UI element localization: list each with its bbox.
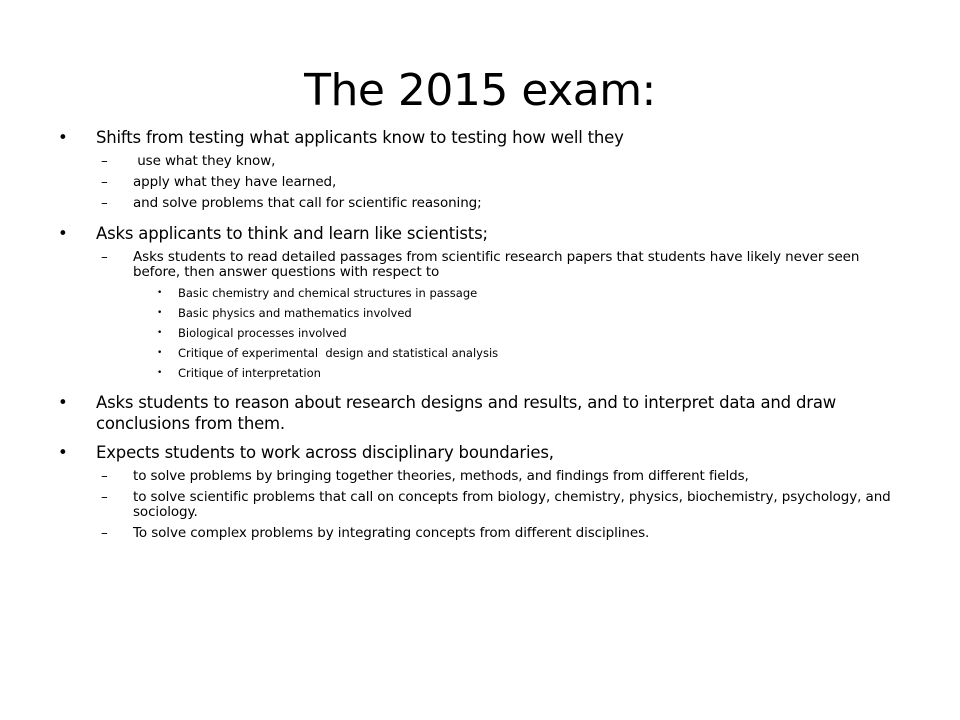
sub-sub-bullet-item: [58, 326, 908, 340]
bullet-icon: •: [58, 443, 68, 462]
bullet-text: Asks students to reason about research designs and results, and to interpret data and draw conclusions from them.: [96, 393, 837, 433]
bullet-text: Expects students to work across disciplinary boundaries,: [96, 443, 554, 462]
bullet-icon: •: [58, 224, 68, 243]
bullet-text: Shifts from testing what applicants know to testing how well they: [96, 128, 624, 147]
sub-bullet-item: [58, 154, 908, 169]
sub-bullet-item: [58, 469, 908, 484]
bullet-item: [58, 442, 908, 463]
dash-icon: –: [101, 525, 108, 541]
dash-icon: –: [101, 153, 108, 169]
sub-sub-bullet-text: Basic physics and mathematics involved: [178, 306, 412, 320]
bullet-text: Asks applicants to think and learn like scientists;: [96, 224, 488, 243]
sub-sub-bullet-text: Critique of experimental design and statistical analysis: [178, 346, 499, 360]
sub-bullet-item: [58, 526, 908, 541]
sub-bullet-text: to solve scientific problems that call on concepts from biology, chemistry, physics, biochemistry, psychology, and sociology.: [133, 489, 891, 520]
bullet-icon: •: [157, 308, 163, 318]
sub-sub-bullet-text: Basic chemistry and chemical structures in passage: [178, 286, 478, 300]
sub-bullet-text: use what they know,: [133, 153, 276, 169]
bullet-icon: •: [58, 128, 68, 147]
sub-sub-bullet-item: [58, 306, 908, 320]
sub-sub-bullet-text: Biological processes involved: [178, 326, 347, 340]
sub-sub-bullet-item: [58, 346, 908, 360]
sub-bullet-text: to solve problems by bringing together theories, methods, and findings from different fields,: [133, 468, 749, 484]
sub-bullet-item: [58, 490, 908, 520]
sub-bullet-text: and solve problems that call for scientific reasoning;: [133, 195, 482, 211]
bullet-item: [58, 127, 908, 148]
dash-icon: –: [101, 195, 108, 211]
dash-icon: –: [101, 174, 108, 190]
bullet-icon: •: [157, 328, 163, 338]
sub-bullet-text: To solve complex problems by integrating concepts from different disciplines.: [133, 525, 650, 541]
sub-bullet-text: apply what they have learned,: [133, 174, 337, 190]
sub-sub-bullet-item: [58, 366, 908, 380]
sub-sub-bullet-item: [58, 286, 908, 300]
bullet-icon: •: [157, 368, 163, 378]
dash-icon: –: [101, 468, 108, 484]
bullet-icon: •: [157, 348, 163, 358]
dash-icon: –: [101, 249, 108, 265]
bullet-item: [58, 223, 908, 244]
sub-sub-bullet-text: Critique of interpretation: [178, 366, 321, 380]
bullet-icon: •: [157, 288, 163, 298]
bullet-item: [58, 392, 908, 434]
sub-bullet-item: [58, 196, 908, 211]
dash-icon: –: [101, 489, 108, 505]
sub-bullet-item: [58, 175, 908, 190]
slide-content: [58, 127, 908, 541]
sub-bullet-item: [58, 250, 908, 280]
sub-bullet-text: Asks students to read detailed passages from scientific research papers that students have likely never seen before, then answer questions with respect to: [133, 249, 860, 280]
bullet-icon: •: [58, 393, 68, 412]
slide-title: The 2015 exam:: [304, 65, 656, 116]
